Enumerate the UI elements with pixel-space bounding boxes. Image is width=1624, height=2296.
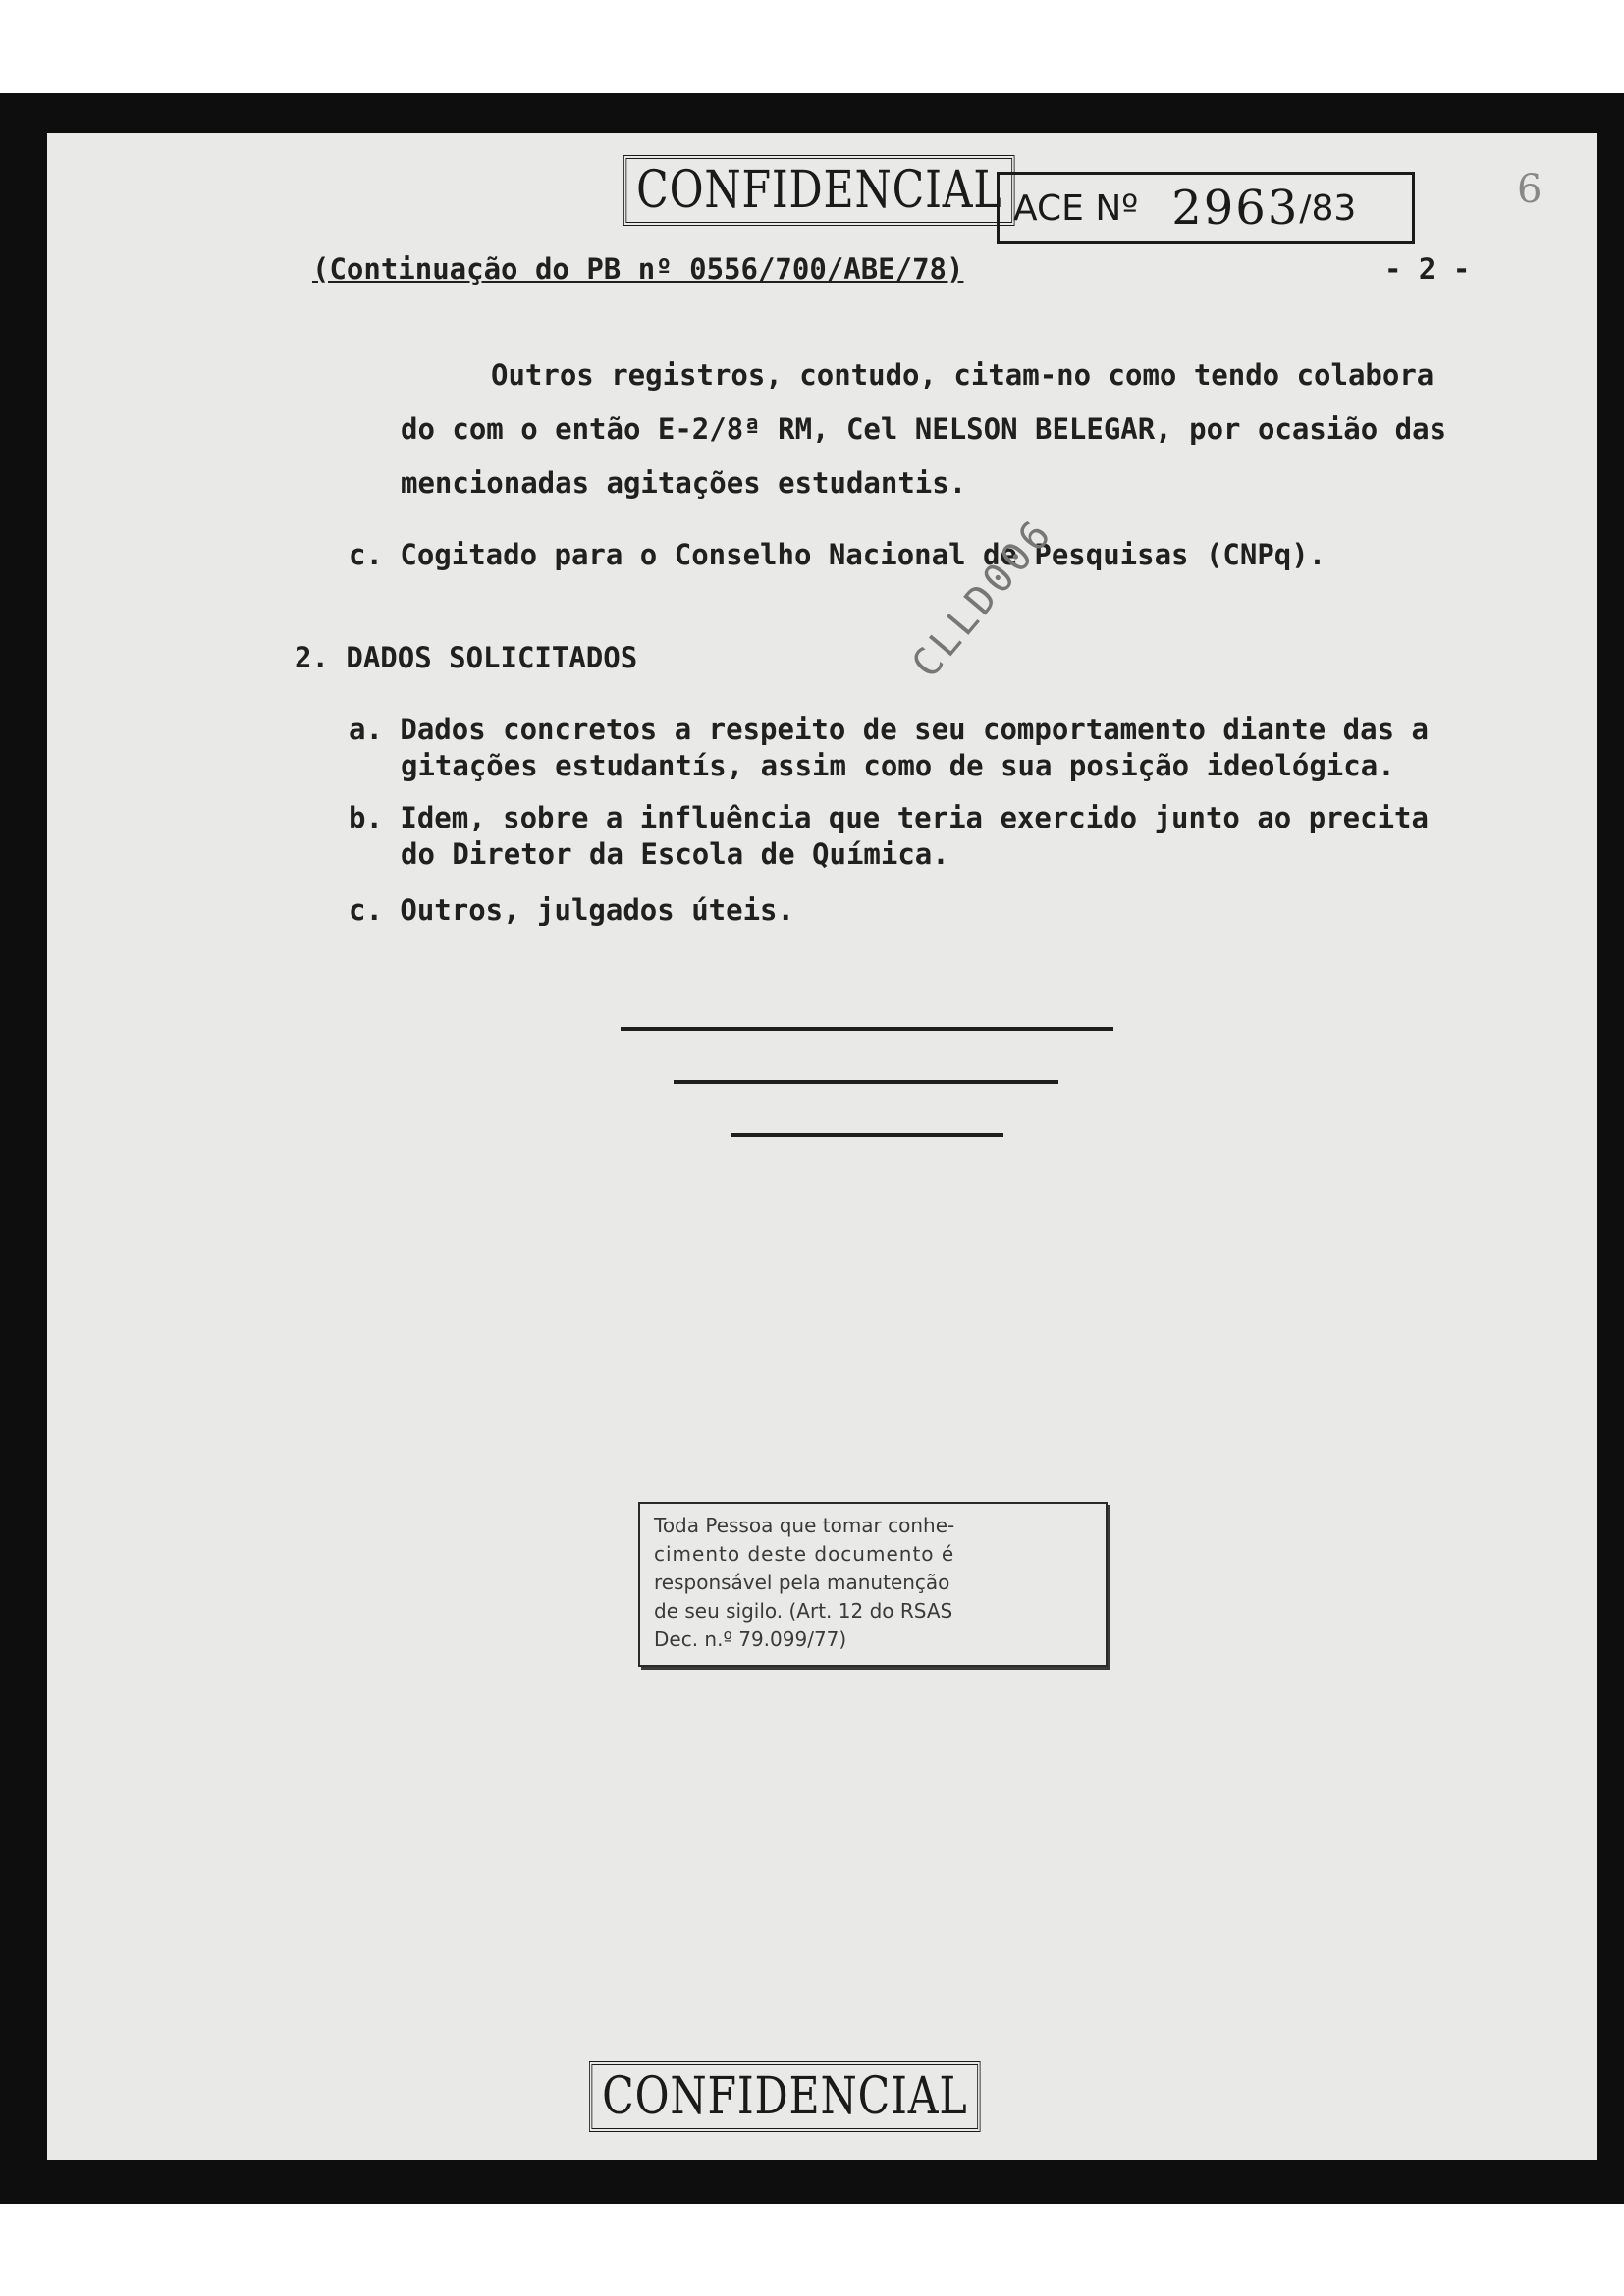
closing-rule-1	[621, 1027, 1113, 1031]
confidential-stamp-bottom: CONFIDENCIAL	[589, 2061, 981, 2132]
item-c-outros: c. Outros, julgados úteis.	[349, 893, 794, 927]
item-a-line-2: gitações estudantís, assim como de sua posição ideológica.	[401, 749, 1395, 782]
confidential-stamp-top: CONFIDENCIAL	[623, 155, 1015, 226]
notice-line-5: Dec. n.º 79.099/77)	[654, 1628, 847, 1651]
item-a-line-1: a. Dados concretos a respeito de seu comportamento diante das a	[349, 713, 1429, 746]
item-c-cogitado: c. Cogitado para o Conselho Nacional de Pesquisas (CNPq).	[349, 538, 1326, 571]
item-b-line-2: do Diretor da Escola de Química.	[401, 837, 949, 871]
page-marker: - 2 -	[1384, 252, 1471, 286]
notice-line-3: responsável pela manutenção	[654, 1571, 950, 1594]
closing-rule-3	[731, 1133, 1003, 1137]
notice-line-1: Toda Pessoa que tomar conhe-	[654, 1514, 955, 1537]
paragraph-line-1: Outros registros, contudo, citam-no como tendo colabora	[491, 358, 1435, 392]
paragraph-line-3: mencionadas agitações estudantis.	[401, 466, 967, 500]
section-heading-dados-solicitados: 2. DADOS SOLICITADOS	[295, 641, 638, 674]
confidentiality-notice	[638, 1502, 1108, 1667]
continuation-reference: (Continuação do PB nº 0556/700/ABE/78)	[312, 252, 964, 286]
diagonal-stamp: CLLD006	[903, 509, 1062, 687]
ace-label: ACE Nº	[1013, 187, 1139, 229]
ace-number: 2963	[1171, 181, 1300, 236]
notice-line-4: de seu sigilo. (Art. 12 do RSAS	[654, 1599, 953, 1623]
paragraph-line-2: do com o então E-2/8ª RM, Cel NELSON BELEGAR, por ocasião das	[401, 412, 1447, 446]
closing-rule-2	[674, 1080, 1058, 1084]
ace-number-box	[997, 172, 1415, 244]
handwritten-page-number: 6	[1517, 167, 1543, 212]
ace-year: /83	[1299, 187, 1357, 229]
notice-line-2: cimento deste documento é	[654, 1542, 955, 1566]
item-b-line-1: b. Idem, sobre a influência que teria exercido junto ao precita	[349, 801, 1429, 834]
